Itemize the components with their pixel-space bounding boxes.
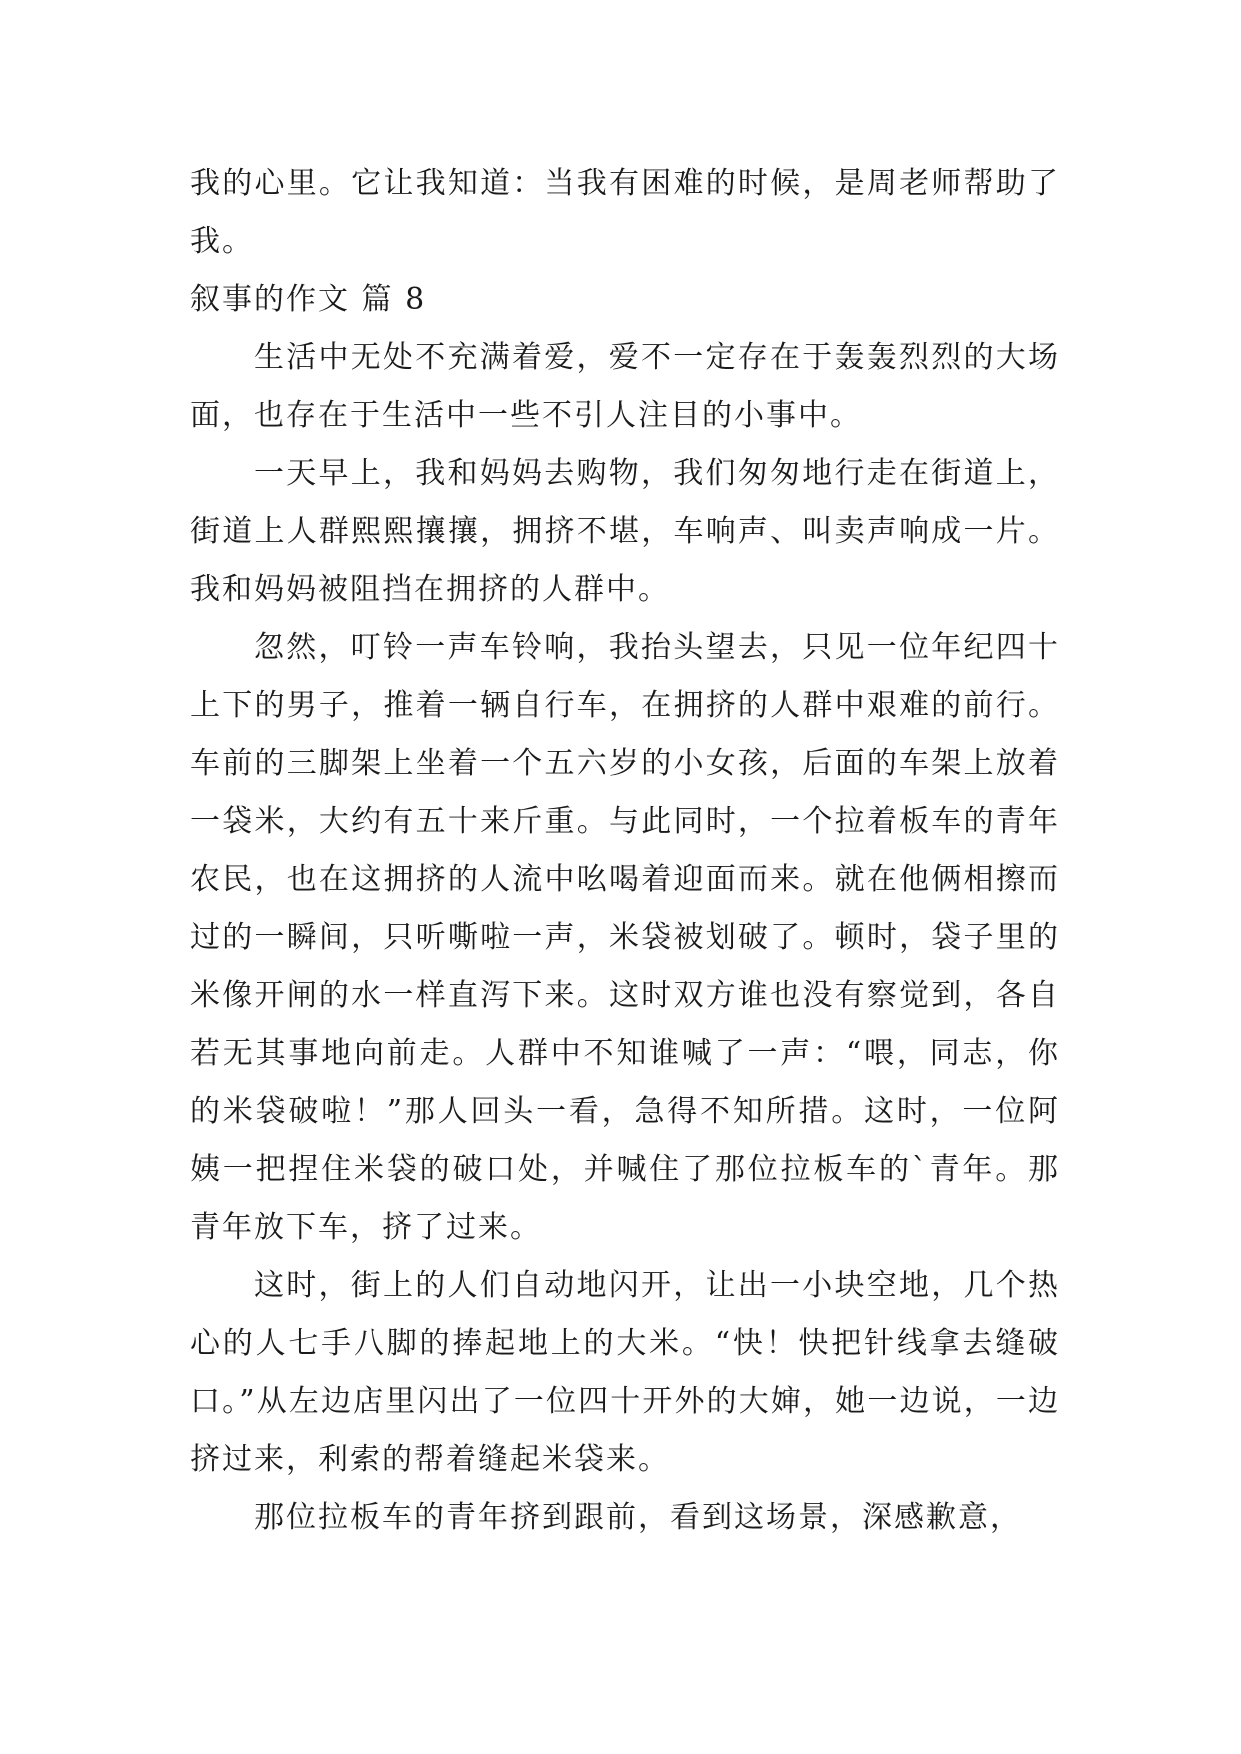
body-text <box>190 155 1060 1547</box>
paragraph-3: 忽然，叮铃一声车铃响，我抬头望去，只见一位年纪四十上下的男子，推着一辆自行车，在拥挤的人群中艰难的前行。车前的三脚架上坐着一个五六岁的小女孩，后面的车架上放着一袋米，大约有五十来斤重。与此同时，一个拉着板车的青年农民，也在这拥挤的人流中吆喝着迎面而来。就在他俩相擦而过的一瞬间，只听嘶啦一声，米袋被划破了。顿时，袋子里的米像开闸的水一样直泻下来。这时双方谁也没有察觉到，各自若无其事地向前走。人群中不知谁喊了一声：“喂，同志，你的米袋破啦！”那人回头一看，急得不知所措。这时，一位阿姨一把捏住米袋的破口处，并喊住了那位拉板车的`青年。那青年放下车，挤了过来。 <box>190 630 1060 1245</box>
section-title: 叙事的作文 篇 8 <box>190 282 427 317</box>
paragraph-5: 那位拉板车的青年挤到跟前，看到这场景，深感歉意， <box>254 1500 1022 1535</box>
continuation-paragraph: 我的心里。它让我知道：当我有困难的时候，是周老师帮助了我。 <box>190 166 1060 259</box>
paragraph-4: 这时，街上的人们自动地闪开，让出一小块空地，几个热心的人七手八脚的捧起地上的大米。“快！快把针线拿去缝破口。”从左边店里闪出了一位四十开外的大婶，她一边说，一边挤过来，利索的帮着缝起米袋来。 <box>190 1268 1060 1477</box>
paragraph-1: 生活中无处不充满着爱，爱不一定存在于轰轰烈烈的大场面，也存在于生活中一些不引人注目的小事中。 <box>190 340 1060 433</box>
paragraph-2: 一天早上，我和妈妈去购物，我们匆匆地行走在街道上，街道上人群熙熙攘攘，拥挤不堪，车响声、叫卖声响成一片。我和妈妈被阻挡在拥挤的人群中。 <box>190 456 1060 607</box>
